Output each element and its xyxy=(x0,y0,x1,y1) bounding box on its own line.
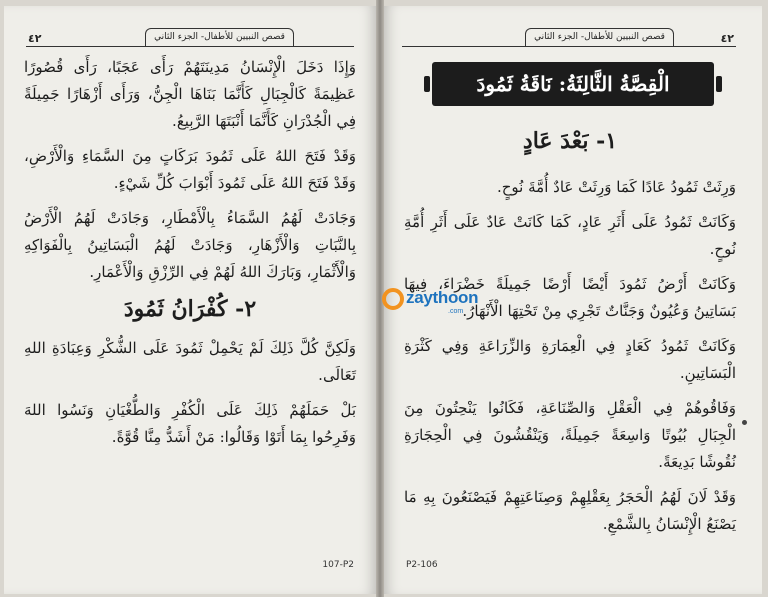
book-title-tab: قصص النبيين للأطفال- الجزء الثاني xyxy=(145,28,294,46)
paragraph: وَكَانَتْ ثَمُودُ كَعَادٍ فِي الْعِمَارَةِ وَالزِّرَاعَةِ وَفِي كَثْرَةِ الْبَسَاتِينِ. xyxy=(404,337,736,382)
paragraph: وَرِثَتْ ثَمُودُ عَادًا كَمَا وَرِثَتْ عَادٌ أُمَّةَ نُوحٍ. xyxy=(496,178,736,196)
left-page xyxy=(4,6,376,594)
section-heading: ١- بَعْدَ عَادٍ xyxy=(522,128,618,154)
paragraph: وَكَانَتْ أَرْضُ ثَمُودَ أَيْضًا أَرْضًا جَمِيلَةً خَضْرَاءَ، فِيهَا بَسَاتِينُ وَعُيُونٌ وَجَنَّاتٌ تَجْرِي مِنْ تَحْتِهَا الْأَنْهَارُ. xyxy=(404,275,736,320)
paragraph: وَفَاقُوهُمْ فِي الْعَقْلِ وَالصِّنَاعَةِ، فَكَانُوا يَنْحِتُونَ مِنَ الْجِبَالِ بُيُوتًا وَاسِعَةً جَمِيلَةً، وَيَنْقُشُونَ فِي الْحِجَارَةِ نُقُوشًا بَدِيعَةً. xyxy=(404,399,736,471)
page-header xyxy=(402,24,736,47)
story-title-banner: الْقِصَّةُ الثَّالِثَةُ: نَاقَةُ ثَمُودَ xyxy=(432,62,714,106)
page-header xyxy=(26,24,354,47)
paragraph: وَجَادَتْ لَهُمُ السَّمَاءُ بِالْأَمْطَارِ، وَجَادَتْ لَهُمُ الْأَرْضُ بِالنَّبَاتِ وَالْأَزْهَارِ، وَجَادَتْ لَهُمُ الْبَسَاتِينُ بِالْفَوَاكِهِ وَالْأَثْمَارِ، وَبَارَكَ اللهُ لَهُمْ فِي الرِّزْقِ وَالْأَعْمَارِ. xyxy=(24,209,356,281)
logo-ring-icon xyxy=(382,288,404,310)
paragraph: وَقَدْ فَتَحَ اللهُ عَلَى ثَمُودَ بَرَكَاتٍ مِنَ السَّمَاءِ وَالْأَرْضِ، وَقَدْ فَتَحَ اللهُ عَلَى ثَمُودَ أَبْوَابَ كُلِّ شَيْءٍ. xyxy=(24,147,356,192)
zaythoon-watermark-logo xyxy=(382,286,479,320)
logo-brand-text: zaythoon xyxy=(406,288,479,307)
page-mark-dot xyxy=(742,420,747,425)
footer-code: P2-106 xyxy=(406,560,438,570)
right-page-text xyxy=(404,174,736,546)
paragraph: وَقَدْ لَانَ لَهُمُ الْحَجَرُ بِعَقْلِهِمْ وَصِنَاعَتِهِمْ فَيَصْنَعُونَ بِهِ مَا يَصْنَعُ الْإِنْسَانُ بِالشَّمْعِ. xyxy=(404,488,736,533)
page-number: ٤٢ xyxy=(28,32,42,45)
paragraph: وَلَكِنَّ كُلَّ ذَلِكَ لَمْ يَحْمِلْ ثَمُودَ عَلَى الشُّكْرِ وَعِبَادَةِ اللهِ تَعَالَى. xyxy=(24,339,356,384)
book-title-tab: قصص النبيين للأطفال- الجزء الثاني xyxy=(525,28,674,46)
section-heading: ٢- كُفْرَانُ ثَمُودَ xyxy=(123,296,257,322)
paragraph: وَكَانَتْ ثَمُودُ عَلَى أَثَرِ عَادٍ، كَمَا كَانَتْ عَادٌ عَلَى أَثَرِ أُمَّةِ نُوحٍ. xyxy=(404,213,736,258)
logo-domain-text: .com xyxy=(448,308,464,315)
footer-code: 107-P2 xyxy=(322,560,354,570)
left-page-text xyxy=(24,54,356,459)
paragraph: وَإِذَا دَخَلَ الْإِنْسَانُ مَدِينَتَهُمْ رَأَى عَجَبًا، رَأَى قُصُورًا عَظِيمَةً كَالْجِبَالِ كَأَنَّمَا بَنَاهَا الْجِنُّ، وَرَأَى أَزْهَارًا جَمِيلَةً فِي الْجُدْرَانِ كَأَنَّمَا أَنْبَتَهَا الرَّبِيعُ. xyxy=(24,58,356,130)
paragraph: بَلْ حَمَلَهُمْ ذَلِكَ عَلَى الْكُفْرِ وَالطُّغْيَانِ وَنَسُوا اللهَ وَفَرِحُوا بِمَا أَتَوْا وَقَالُوا: مَنْ أَشَدُّ مِنَّا قُوَّةً. xyxy=(24,401,356,446)
page-number: ٤٢ xyxy=(720,32,734,45)
